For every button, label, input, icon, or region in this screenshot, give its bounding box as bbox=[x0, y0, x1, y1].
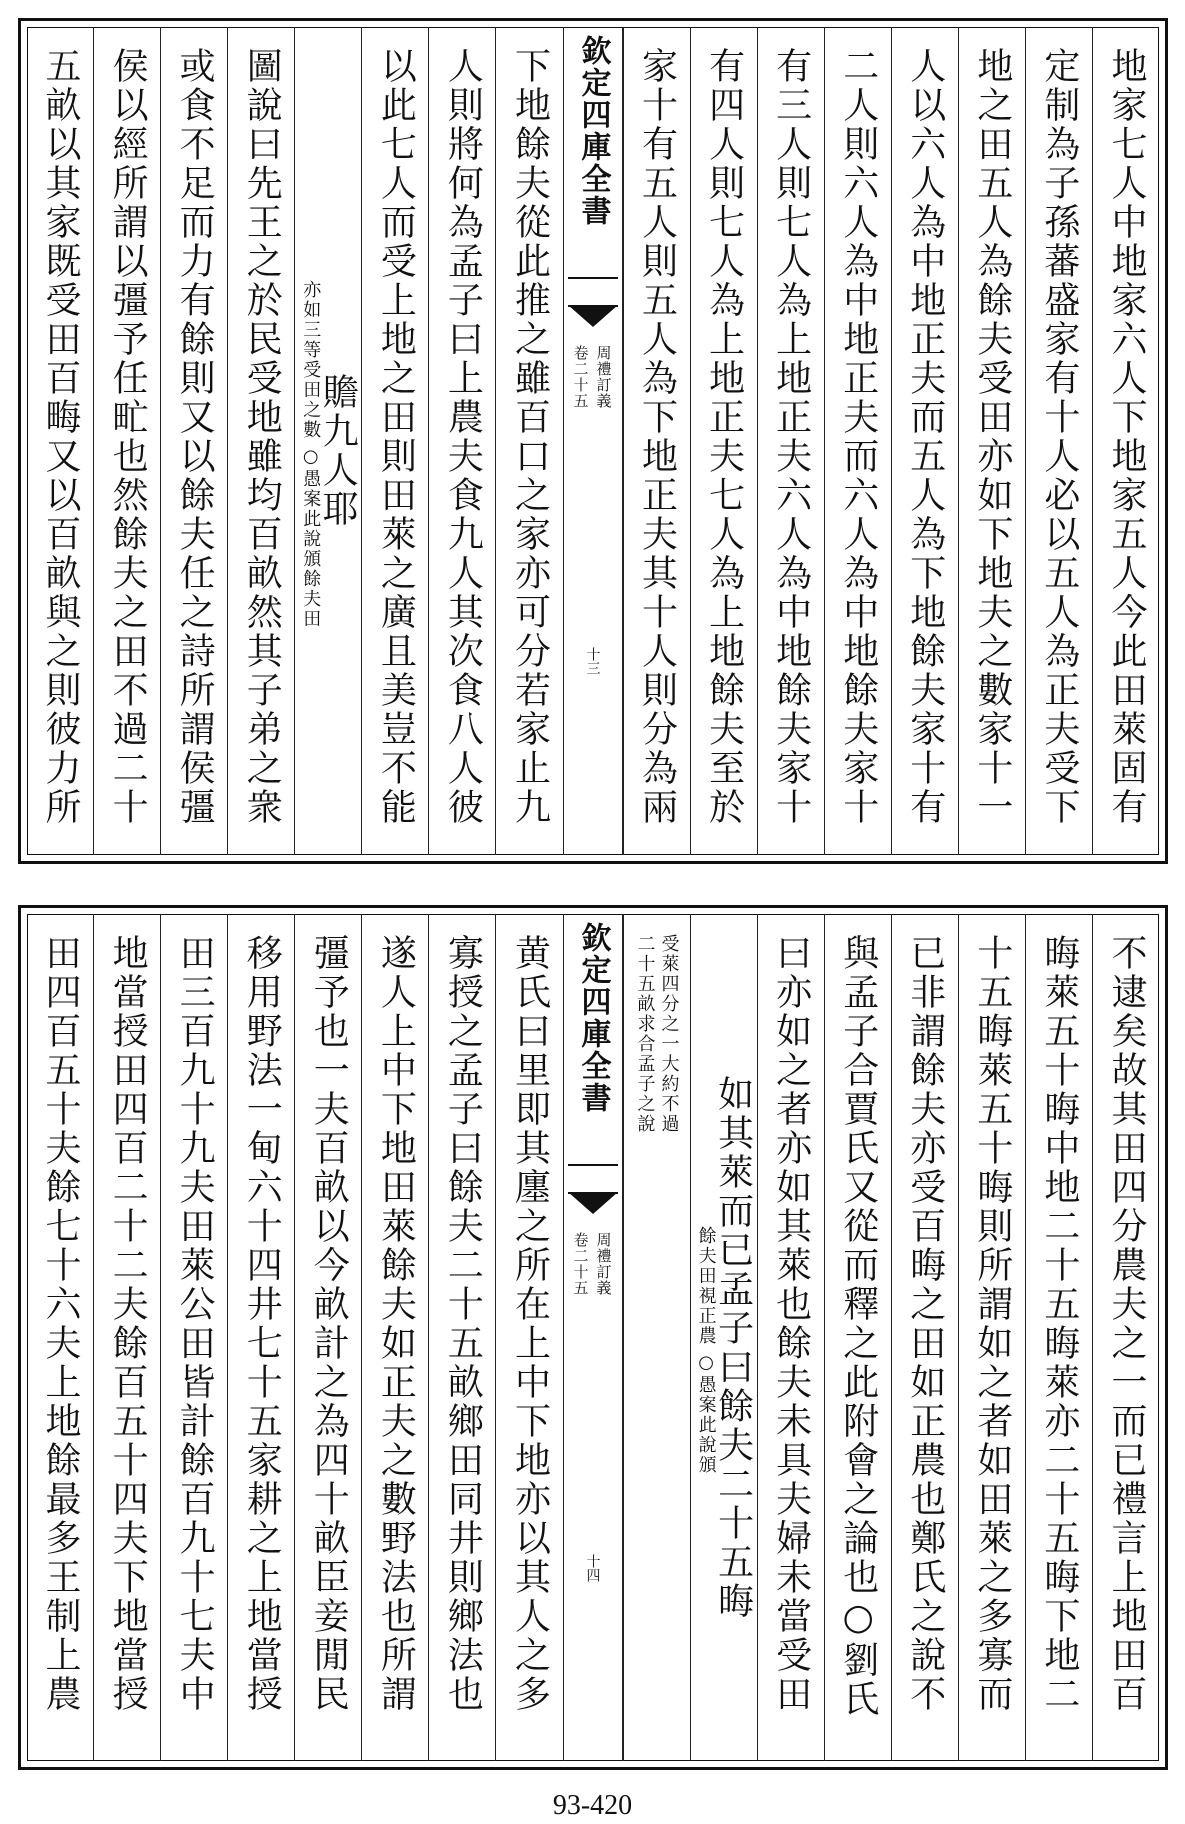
text-column: 地當授田四百二十二夫餘百五十四夫下地當授 bbox=[93, 914, 160, 1761]
leaf-number: 十三 bbox=[584, 647, 601, 675]
work-title: 周禮訂義 bbox=[594, 345, 613, 409]
text-column: 地家七人中地家六人下地家五人今此田萊固有 bbox=[1092, 27, 1159, 855]
page-number: 93-420 bbox=[552, 1790, 633, 1821]
text-column: 下地餘夫從此推之雖百口之家亦可分若家止九 bbox=[495, 27, 562, 855]
text-column: 家十有五人則五人為下地正夫其十人則分為兩 bbox=[623, 27, 690, 855]
fishtail-mark bbox=[568, 1164, 618, 1194]
upper-page-columns bbox=[27, 27, 1159, 855]
text-column: 人以六人為中地正夫而五人為下地餘夫家十有 bbox=[891, 27, 958, 855]
text-column: 圖說曰先王之於民受地雖均百畝然其子弟之衆 bbox=[227, 27, 294, 855]
text-column: 移用野法一甸六十四井七十五家耕之上地當授 bbox=[227, 914, 294, 1761]
lower-page-columns bbox=[27, 914, 1159, 1761]
text-column: 二人則六人為中地正夫而六人為中地餘夫家十 bbox=[824, 27, 891, 855]
lower-page bbox=[18, 905, 1168, 1770]
text-column: 地之田五人為餘夫受田亦如下地夫之數家十一 bbox=[958, 27, 1025, 855]
text-column: 十五晦萊五十晦則所謂如之者如田萊之多寡而 bbox=[958, 914, 1025, 1761]
text-column: 彊予也一夫百畝以今畝計之為四十畝臣妾閒民 bbox=[294, 914, 361, 1761]
note-column bbox=[623, 914, 690, 1761]
text-column: 有四人則七人為上地正夫七人為上地餘夫至於 bbox=[690, 27, 757, 855]
text-column: 晦萊五十晦中地二十五晦萊亦二十五晦下地二 bbox=[1025, 914, 1092, 1761]
text-column: 有三人則七人為上地正夫六人為中地餘夫家十 bbox=[757, 27, 824, 855]
text-column: 田三百九十九夫田萊公田皆計餘百九十七夫中 bbox=[160, 914, 227, 1761]
volume-number: 卷二十五 bbox=[571, 345, 590, 409]
text-column: 侯以經所謂以彊予任甿也然餘夫之田不過二十 bbox=[93, 27, 160, 855]
leaf-number: 十四 bbox=[584, 1554, 601, 1582]
text-column: 與孟子合賈氏又從而釋之此附會之論也○劉氏 bbox=[824, 914, 891, 1761]
upper-page bbox=[18, 18, 1168, 864]
center-fold-column bbox=[563, 27, 623, 855]
text-column: 五畝以其家既受田百畮又以百畝與之則彼力所 bbox=[40, 47, 82, 827]
text-column: 遂人上中下地田萊餘夫如正夫之數野法也所謂 bbox=[361, 914, 428, 1761]
text-column-with-note: 贍九人耶 ○愚案此說頒餘夫田 亦如三等受田之數 bbox=[294, 27, 361, 855]
text-column: 人則將何為孟子曰上農夫食九人其次食八人彼 bbox=[428, 27, 495, 855]
text-column: 不逮矣故其田四分農夫之一而已禮言上地田百 bbox=[1092, 914, 1159, 1761]
fishtail-mark bbox=[568, 277, 618, 307]
text-column: 或食不足而力有餘則又以餘夫任之詩所謂侯彊 bbox=[160, 27, 227, 855]
text-column: 曰亦如之者亦如其萊也餘夫未具夫婦未當受田 bbox=[757, 914, 824, 1761]
volume-number: 卷二十五 bbox=[571, 1232, 590, 1296]
commentary-note: ○愚案此說頒 餘夫田視正農 bbox=[695, 1226, 717, 1475]
commentary-note: ○愚案此說頒餘夫田 亦如三等受田之數 bbox=[300, 279, 322, 629]
text-column: 以此七人而受上地之田則田萊之廣且美豈不能 bbox=[361, 27, 428, 855]
text-column: 田四百五十夫餘七十六夫上地餘最多王制上農 bbox=[40, 934, 82, 1714]
volume-label bbox=[571, 345, 615, 409]
work-title: 周禮訂義 bbox=[594, 1232, 613, 1296]
commentary-note: 受萊四分之一大約不過 二十五畝求合孟子之說 bbox=[634, 934, 680, 1134]
center-fold-column bbox=[563, 914, 623, 1761]
text-column: 定制為子孫蕃盛家有十人必以五人為正夫受下 bbox=[1025, 27, 1092, 855]
text-column-with-note: 如其萊而已孟子曰餘夫二十五晦 ○愚案此說頒 餘夫田視正農 bbox=[690, 914, 757, 1761]
book-title: 欽定四庫全書 bbox=[575, 35, 611, 227]
volume-label bbox=[571, 1232, 615, 1296]
text-column: 黄氏曰里即其廛之所在上中下地亦以其人之多 bbox=[495, 914, 562, 1761]
book-title: 欽定四庫全書 bbox=[575, 922, 611, 1114]
text-column: 已非謂餘夫亦受百晦之田如正農也鄭氏之說不 bbox=[891, 914, 958, 1761]
text-column: 寡授之孟子曰餘夫二十五畝鄉田同井則鄉法也 bbox=[428, 914, 495, 1761]
